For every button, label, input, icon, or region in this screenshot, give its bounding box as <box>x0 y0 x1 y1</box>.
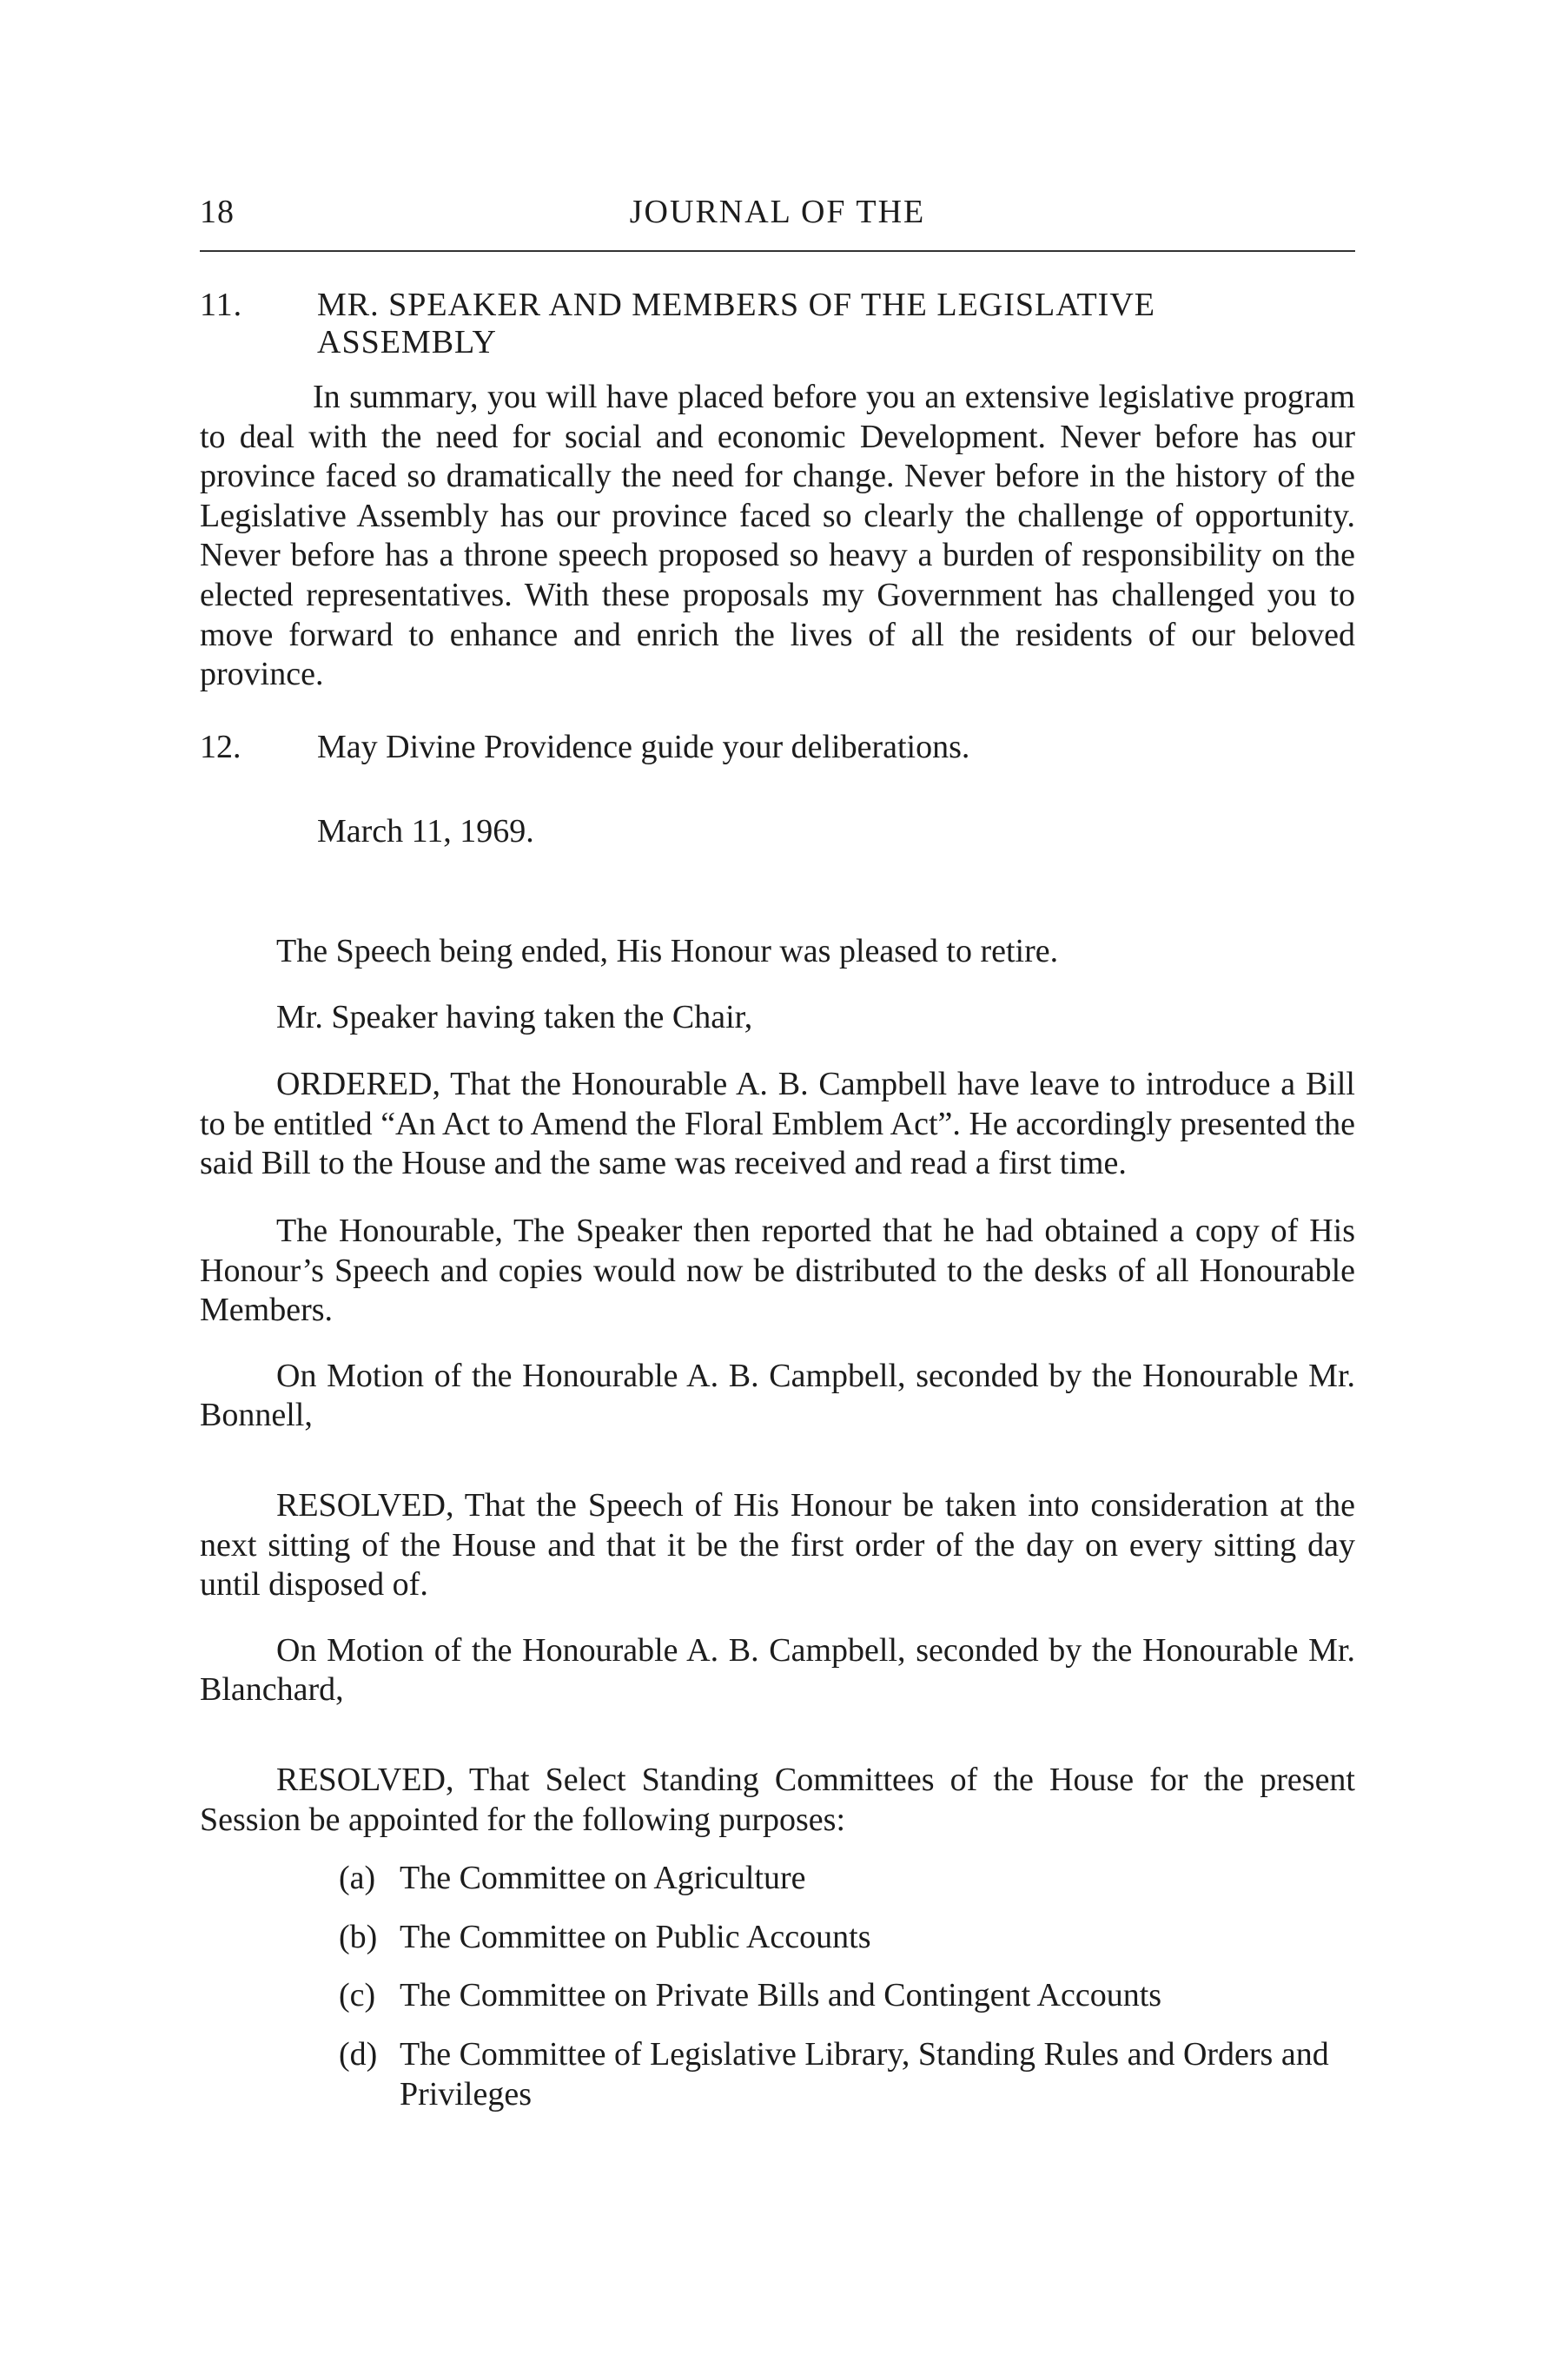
list-item-text: The Committee on Agriculture <box>400 1860 806 1897</box>
list-item <box>200 1918 1355 1958</box>
page-number: 18 <box>200 194 235 230</box>
record-paragraph: The Speech being ended, His Honour was pleased to retire. <box>276 933 1059 970</box>
section-11-heading-line2: ASSEMBLY <box>317 323 497 360</box>
record-paragraph: RESOLVED, That Select Standing Committees of the House for the present Session be appointed for the following purposes: <box>200 1761 1355 1838</box>
list-item-letter: (d) <box>339 2035 378 2073</box>
page-header <box>200 193 1355 245</box>
record-paragraph: On Motion of the Honourable A. B. Campbell, seconded by the Honourable Mr. Bonnell, <box>200 1357 1355 1434</box>
page-content <box>200 287 1355 2114</box>
section-11-heading <box>200 287 1355 360</box>
section-12-number: 12. <box>200 728 241 765</box>
section-11-number: 11. <box>200 287 243 323</box>
list-item-text: The Committee on Private Bills and Contingent Accounts <box>400 1977 1162 2014</box>
record-paragraph: Mr. Speaker having taken the Chair, <box>276 998 753 1035</box>
list-item-letter: (b) <box>339 1918 378 1955</box>
committee-list <box>200 1859 1355 2114</box>
list-item <box>200 1976 1355 2016</box>
record-paragraph: RESOLVED, That the Speech of His Honour be taken into consideration at the next sitting of the House and that it be the first order of the day on every sitting day until disposed of. <box>200 1486 1355 1603</box>
record-paragraph: On Motion of the Honourable A. B. Campbell, seconded by the Honourable Mr. Blanchard, <box>200 1631 1355 1709</box>
section-11-heading-line1: MR. SPEAKER AND MEMBERS OF THE LEGISLATIVE <box>317 287 1155 323</box>
list-item-text: The Committee on Public Accounts <box>400 1918 871 1955</box>
record-paragraph: The Honourable, The Speaker then reported that he had obtained a copy of His Honour’s Speech and copies would now be distributed to the desks of all Honourable Members. <box>200 1213 1355 1329</box>
list-item-letter: (a) <box>339 1860 376 1897</box>
list-item <box>200 1859 1355 1899</box>
section-11-body: In summary, you will have placed before you an extensive legislative program to deal with the need for social and economic Development. Never before has our province faced so dramatically the need for change. Never before in the history of the Legislative Assembly has our province faced so clearly the challenge of opportunity. Never before has a throne speech proposed so heavy a burden of responsibility on the elected representatives. With these proposals my Government has challenged you to move forward to enhance and enrich the lives of all the residents of our beloved province. <box>200 379 1355 693</box>
section-12 <box>200 728 1355 768</box>
list-item-text: The Committee of Legislative Library, Standing Rules and Orders and Privileges <box>400 2035 1329 2112</box>
list-item <box>200 2035 1355 2114</box>
section-12-text: May Divine Providence guide your deliberations. <box>317 728 970 765</box>
running-head: JOURNAL OF THE <box>629 194 926 230</box>
record-paragraph: ORDERED, That the Honourable A. B. Campbell have leave to introduce a Bill to be entitled “An Act to Amend the Floral Emblem Act”. He accordingly presented the said Bill to the House and the same was received and read a first time. <box>200 1066 1355 1182</box>
speech-date: March 11, 1969. <box>317 813 534 850</box>
list-item-letter: (c) <box>339 1977 376 2014</box>
header-rule <box>200 250 1355 252</box>
